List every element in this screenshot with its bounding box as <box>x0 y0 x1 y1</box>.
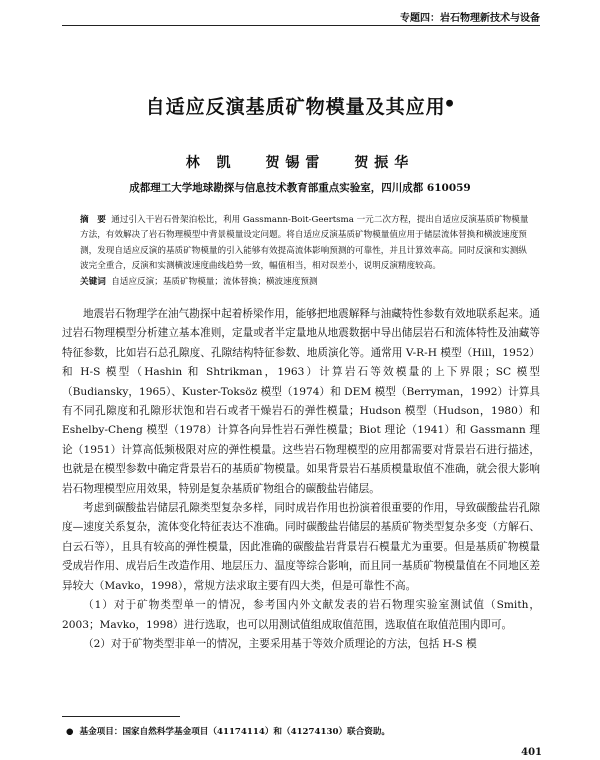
keywords-text: 自适应反演；基质矿物模量；流体替换；横波速度预测 <box>111 276 318 287</box>
page-number: 401 <box>521 747 542 758</box>
author-3: 贺振华 <box>354 155 415 171</box>
paper-title <box>0 92 600 119</box>
running-header: 专题四：岩石物理新技术与设备 <box>400 13 540 24</box>
abstract-label: 摘 要 <box>80 215 106 225</box>
author-list <box>0 152 600 172</box>
author-1: 林 凯 <box>185 155 237 171</box>
abstract <box>80 213 530 290</box>
body-text <box>62 305 540 654</box>
paragraph-4: （2）对于矿物类型非单一的情况，主要采用基于等效介质理论的方法，包括 H-S 模 <box>83 637 477 650</box>
footnote-text: 基金项目：国家自然科学基金项目（41174114）和（41274130）联合资助。 <box>79 727 391 737</box>
paragraph-3: （1）对于矿物类型单一的情况，参考国内外文献发表的岩石物理实验室测试值（Smith，2003；Mavko，1998）进行选取，也可以用测试值组成取值范围，选取值在取值范围内即可。 <box>62 599 540 631</box>
paragraph-2: 考虑到碳酸盐岩储层孔隙类型复杂多样，同时成岩作用也扮演着很重要的作用，导致碳酸盐岩孔隙度—速度关系复杂，流体变化特征表达不准确。同时碳酸盐岩储层的基质矿物类型复杂多变（方解石、白云石等），且具有较高的弹性模量，因此准确的碳酸盐岩背景岩石模量尤为重要。但是基质矿物模量受成岩作用、成岩后生改造作用、地层压力、温度等综合影响，而且同一基质矿物模量值在不同地区差异较大（Mavko，1998），常规方法求取主要有四大类，但是可靠性不高。 <box>62 502 540 592</box>
header-rule <box>62 25 540 26</box>
title-text: 自适应反演基质矿物模量及其应用 <box>145 96 446 118</box>
affiliation: 成都理工大学地球勘探与信息技术教育部重点实验室，四川成都 610059 <box>129 182 471 194</box>
footnote-marker: ● <box>66 727 74 737</box>
keywords-label: 关键词 <box>80 276 106 287</box>
footnote-mark: ● <box>445 98 455 109</box>
author-2: 贺锡雷 <box>265 155 326 171</box>
footnote <box>66 725 390 737</box>
abstract-text: 通过引入干岩石骨架泊松比，利用 Gassmann-Boit-Geertsma 一元二次方程，提出自适应反演基质矿物模量方法，有效解决了岩石物理模型中背景模量设定问题。将自适应反演基质矿物模量值应用于储层流体替换和横波速度预测，发现自适应反演的基质矿物模量的引入能够有效提高流体影响预测的可靠性，并且计算效率高。同时反演和实测纵波完全重合，反演和实测横波速度曲线趋势一致，幅值相当，相对误差小，说明反演精度较高。 <box>80 215 529 272</box>
footnote-rule <box>62 716 180 717</box>
paragraph-1: 地震岩石物理学在油气勘探中起着桥梁作用，能够把地震解释与油藏特性参数有效地联系起来。通过岩石物理模型分析建立基本准则，定量或者半定量地从地震数据中导出储层岩石和流体特性及油藏等特征参数，比如岩石总孔隙度、孔隙结构特征参数、地质演化等。通常用 V-R-H 模型（Hill，1952）和 H-S 模型（Hashin 和 Shtrikman，1963）计算岩石等效模量的上下界限；SC 模型（Budiansky，1965）、Kuster-Toksöz 模型（1974）和 DEM 模型（Berryman，1992）计算具有不同孔隙度和孔隙形状饱和岩石或者干燥岩石的弹性模量；Hudson 模型（Hudson，1980）和 Eshelby-Cheng 模型（1978）计算各向异性岩石弹性模量；Biot 理论（1941）和 Gassmann 理论（1951）计算高低频极限对应的弹性模量。这些岩石物理模型的应用都需要对背景岩石进行描述，也就是在模型参数中确定背景岩石的基质矿物模量。如果背景岩石基质模量取值不准确，就会很大影响岩石物理模型应用效果，特别是复杂基质矿物组合的碳酸盐岩储层。 <box>62 308 540 495</box>
